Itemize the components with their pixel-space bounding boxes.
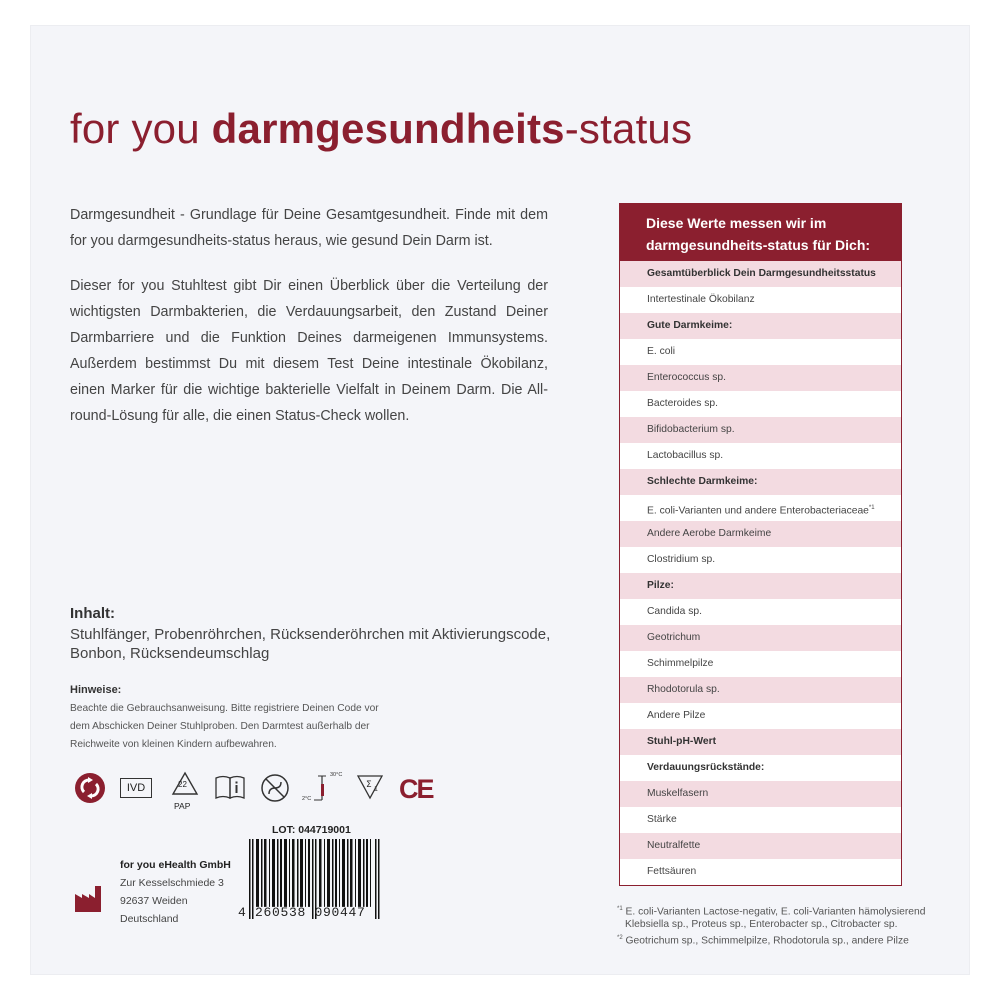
sufficient-for-icon: [356, 774, 384, 800]
do-not-reuse-icon: [260, 773, 290, 803]
table-row: Andere Pilze: [620, 703, 901, 729]
table-row: Neutralfette: [620, 833, 901, 859]
notes-text: Beachte die Gebrauchsanweisung. Bitte registriere Deinen Code vor dem Abschicken Deiner Stuhlproben. Den Darmtest außerhalb der Reichweite von kleinen Kindern aufbewahren.: [70, 703, 379, 750]
footnote-mark: *1: [868, 505, 875, 511]
company-country: Deutschland: [120, 913, 179, 925]
table-row: Clostridium sp.: [620, 547, 901, 573]
title-bold: darmgesundheits: [211, 105, 565, 152]
row-text: E. coli-Varianten und andere Enterobacteriaceae: [647, 505, 869, 517]
ce-mark: CE: [399, 774, 433, 804]
footnote-1: [617, 903, 925, 931]
company-city: 92637 Weiden: [120, 895, 188, 907]
table-row: Pilze:: [620, 573, 901, 599]
table-row: Verdauungsrückstände:: [620, 755, 901, 781]
contents-heading: Inhalt:: [70, 605, 115, 622]
intro-paragraph-2: Dieser for you Stuhltest gibt Dir einen Überblick über die Verteilung der wichtigsten Darmbakterien, die Verdauungsarbeit, den Zustand Deiner Darmbarriere und die Funktion Deines darmeigenen Immunsystems. Außerdem bestimmst Du mit diesem Test Deine intestinale Ökobilanz, einen Marker für die wichtige bakterielle Vielfalt in Deinem Darm. Die All-round-Lösung für alle, die einen Status-Check wollen.: [70, 278, 548, 424]
temp-low: 2°C: [302, 796, 312, 802]
table-row: Muskelfasern: [620, 781, 901, 807]
footnote-1-line-2: Klebsiella sp., Proteus sp., Enterobacter sp., Citrobacter sp.: [625, 919, 898, 931]
table-row: Stärke: [620, 807, 901, 833]
page-title: [70, 105, 692, 153]
table-row: Schimmelpilze: [620, 651, 901, 677]
barcode-number: 4 260538 090447: [238, 905, 366, 920]
lot-number: LOT: 044719001: [272, 824, 351, 836]
table-row: Gesamtüberblick Dein Darmgesundheitsstatus: [620, 261, 901, 287]
footnote-2-mark: *2: [617, 935, 623, 941]
recycle-number: 22: [178, 780, 187, 789]
contents-text: Stuhlfänger, Probenröhrchen, Rücksenderöhrchen mit Aktivierungscode, Bonbon, Rücksendeumschlag: [70, 626, 551, 662]
sufficient-count: 1: [374, 786, 378, 793]
notes-heading: Hinweise:: [70, 684, 122, 696]
table-row: Stuhl-pH-Wert: [620, 729, 901, 755]
table-row: Intertestinale Ökobilanz: [620, 287, 901, 313]
table-row: Lactobacillus sp.: [620, 443, 901, 469]
company-street: Zur Kesselschmiede 3: [120, 877, 224, 889]
table-row: Bacteroides sp.: [620, 391, 901, 417]
manufacturer-icon: [74, 884, 104, 912]
table-row: Geotrichum: [620, 625, 901, 651]
table-heading-line-2: darmgesundheits-status für Dich:: [646, 237, 871, 253]
table-row: Candida sp.: [620, 599, 901, 625]
table-row: [620, 495, 901, 521]
table-row: E. coli: [620, 339, 901, 365]
svg-text:Σ: Σ: [366, 780, 372, 790]
table-heading-line-1: Diese Werte messen wir im: [646, 215, 827, 231]
temp-high: 30°C: [330, 772, 343, 778]
ivd-symbol: IVD: [120, 778, 152, 798]
table-row: Schlechte Darmkeime:: [620, 469, 901, 495]
measurements-table: [619, 203, 902, 886]
footnote-1-line-1: E. coli-Varianten Lactose-negativ, E. coli-Varianten hämolysierend: [625, 906, 926, 918]
instructions-icon: [214, 774, 246, 800]
company-name: for you eHealth GmbH: [120, 859, 231, 871]
footnote-2: [617, 932, 909, 947]
manufacturer-address: [120, 856, 231, 928]
table-row: Fettsäuren: [620, 859, 901, 885]
table-heading: [620, 204, 901, 261]
table-row: Gute Darmkeime:: [620, 313, 901, 339]
intro-paragraph-1: Darmgesundheit - Grundlage für Deine Gesamtgesundheit. Finde mit dem for you darmgesundheits-status heraus, wie gesund Dein Darm ist.: [70, 207, 548, 249]
title-prefix: for you: [70, 105, 212, 152]
green-dot-icon: [74, 772, 106, 804]
table-row: Enterococcus sp.: [620, 365, 901, 391]
table-row: Andere Aerobe Darmkeime: [620, 521, 901, 547]
footnote-2-text: Geotrichum sp., Schimmelpilze, Rhodotorula sp., andere Pilze: [625, 935, 909, 947]
table-row: Bifidobacterium sp.: [620, 417, 901, 443]
table-row: Rhodotorula sp.: [620, 677, 901, 703]
footnote-1-mark: *1: [617, 906, 623, 912]
title-suffix: -status: [564, 105, 693, 152]
recycle-label: PAP: [174, 801, 191, 811]
